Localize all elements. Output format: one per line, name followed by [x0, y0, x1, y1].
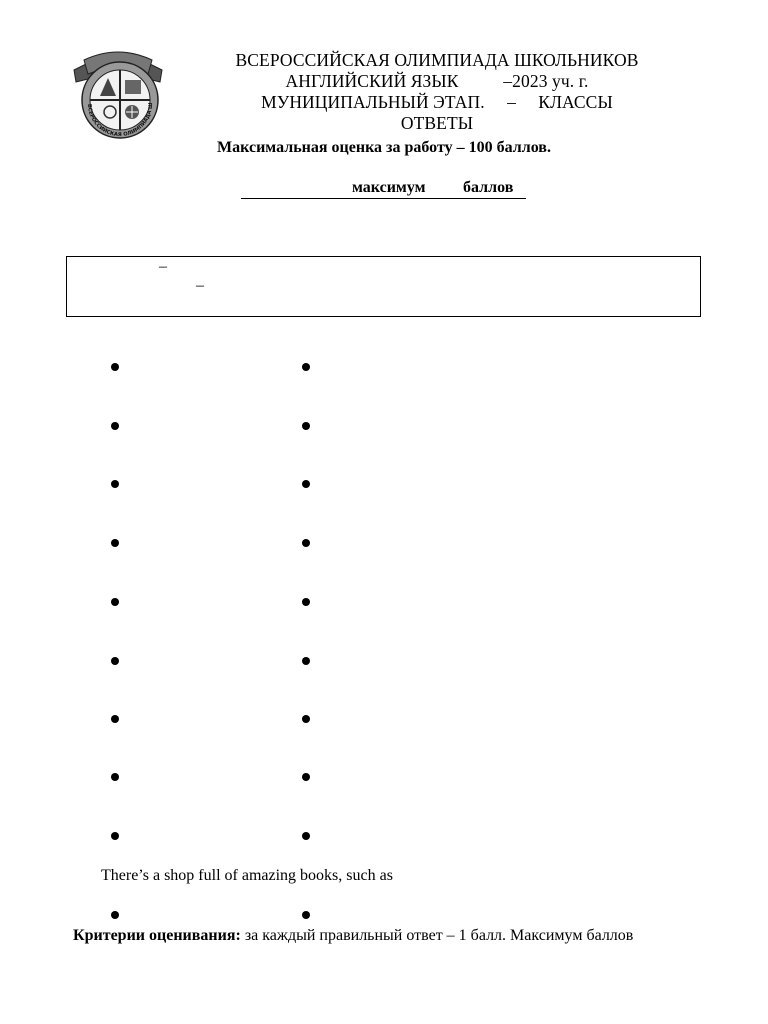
bullet-right-5 — [302, 598, 310, 606]
bullet-right-10 — [302, 911, 310, 919]
bullet-right-8 — [302, 773, 310, 781]
bullet-left-5 — [111, 598, 119, 606]
section-heading — [241, 178, 526, 199]
header-line-2: АНГЛИЙСКИЙ ЯЗЫК –2023 уч. г. — [285, 71, 589, 91]
bullet-right-3 — [302, 480, 310, 488]
bullet-right-7 — [302, 715, 310, 723]
bullet-left-6 — [111, 657, 119, 665]
header-line-4: ОТВЕТЫ — [400, 113, 474, 133]
document-header — [200, 50, 674, 134]
olympiad-emblem-icon — [68, 44, 168, 140]
box-dash-2: – — [196, 277, 204, 294]
bullet-left-3 — [111, 480, 119, 488]
section-word-points: баллов — [463, 179, 514, 196]
section-word-maximum: максимум — [352, 179, 426, 196]
max-score-text: Максимальная оценка за работу – 100 баллов. — [217, 139, 551, 156]
grading-criteria — [73, 926, 670, 945]
logo-ring-text: ВСЕРОССИЙСКАЯ ОЛИМПИАДА Ш — [85, 102, 155, 139]
bullet-left-10 — [111, 911, 119, 919]
criteria-label: Критерии оценивания: — [73, 927, 241, 944]
bullet-right-4 — [302, 539, 310, 547]
box-dash-1: – — [159, 258, 167, 275]
bullet-left-1 — [111, 363, 119, 371]
example-sentence: There’s a shop full of amazing books, such as — [101, 867, 393, 884]
olympiad-logo — [68, 44, 168, 140]
header-line-1: ВСЕРОССИЙСКАЯ ОЛИМПИАДА ШКОЛЬНИКОВ — [235, 50, 639, 70]
bullet-right-2 — [302, 422, 310, 430]
bullet-left-8 — [111, 773, 119, 781]
bullet-left-4 — [111, 539, 119, 547]
bullet-left-9 — [111, 832, 119, 840]
header-line-3: МУНИЦИПАЛЬНЫЙ ЭТАП. – КЛАССЫ — [261, 92, 613, 112]
bullet-right-6 — [302, 657, 310, 665]
criteria-text: за каждый правильный ответ – 1 балл. Максимум баллов — [240, 927, 634, 944]
bullet-right-9 — [302, 832, 310, 840]
bullet-left-7 — [111, 715, 119, 723]
instructions-box — [66, 256, 701, 317]
bullet-right-1 — [302, 363, 310, 371]
bullet-left-2 — [111, 422, 119, 430]
